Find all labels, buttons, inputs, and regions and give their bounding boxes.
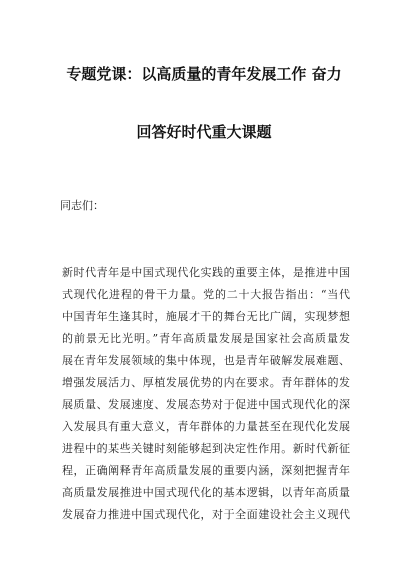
- body-line: 进程中的某些关键时刻能够起到决定性作用。新时代新征: [62, 442, 350, 455]
- body-line: 展在青年发展领域的集中体现，也是青年破解发展难题、: [62, 354, 350, 367]
- document-title-line-2: 回答好时代重大课题: [136, 123, 272, 141]
- salutation: 同志们：: [60, 199, 104, 212]
- body-line: 的前景无比光明。”青年高质量发展是国家社会高质量发: [62, 332, 350, 345]
- body-line: 新时代青年是中国式现代化实践的重要主体，是推进中国: [62, 266, 350, 279]
- document-title-line-1: 专题党课：以高质量的青年发展工作 奋力: [66, 65, 342, 83]
- body-line: 增强发展活力、厚植发展优势的内在要求。青年群体的发: [62, 376, 350, 389]
- body-line: 入发展具有重大意义，青年群体的力量甚至在现代化发展: [62, 420, 350, 433]
- body-line: 式现代化进程的骨干力量。党的二十大报告指出：“当代: [62, 288, 350, 301]
- body-line: 中国青年生逢其时，施展才干的舞台无比广阔，实现梦想: [62, 310, 350, 323]
- body-line: 发展奋力推进中国式现代化，对于全面建设社会主义现代: [62, 508, 350, 521]
- body-line: 高质量发展推进中国式现代化的基本逻辑，以青年高质量: [62, 486, 350, 499]
- body-line: 展质量、发展速度、发展态势对于促进中国式现代化的深: [62, 398, 350, 411]
- body-paragraph: [62, 262, 350, 526]
- body-line: 程，正确阐释青年高质量发展的重要内涵，深刻把握青年: [62, 464, 350, 477]
